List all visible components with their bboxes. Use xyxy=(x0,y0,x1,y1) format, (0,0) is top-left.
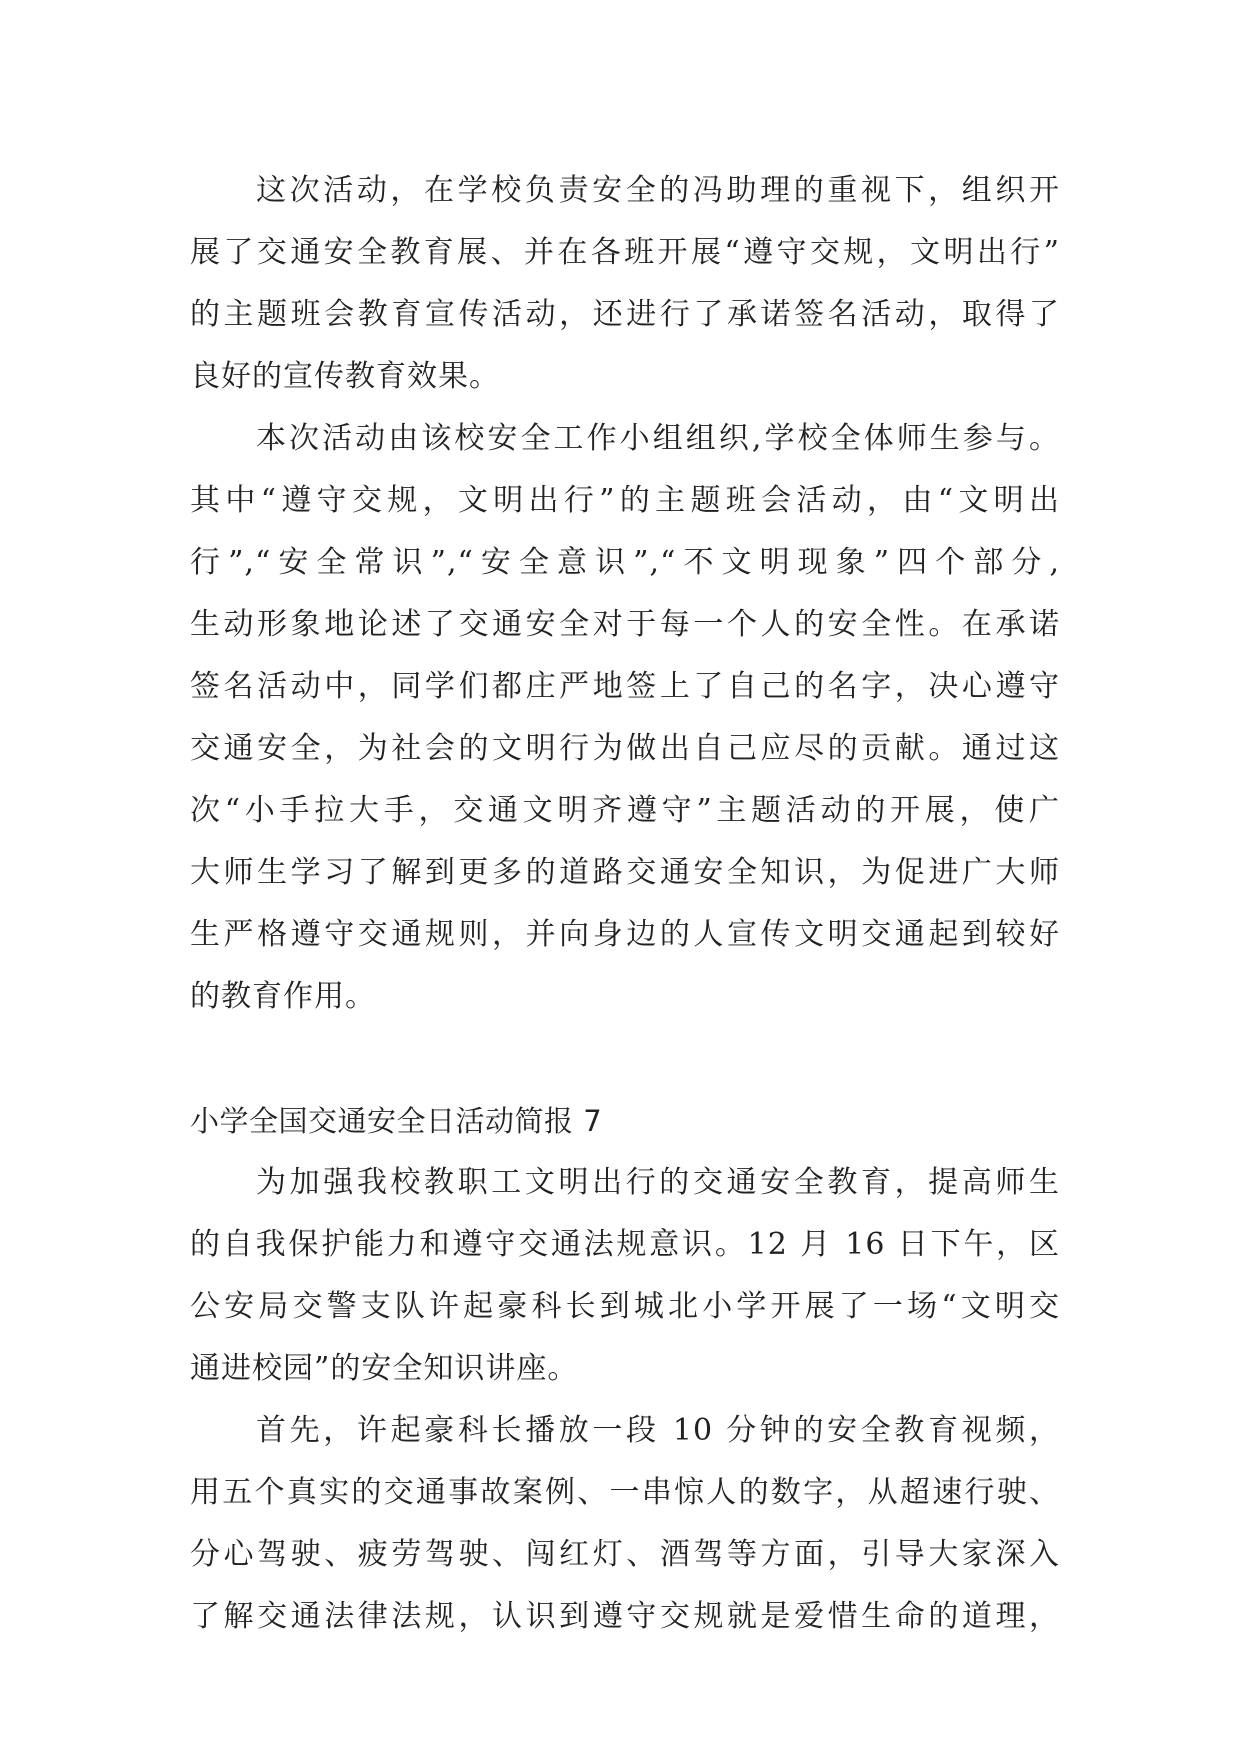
text-line: 交通安全，为社会的文明行为做出自己应尽的贡献。通过这 xyxy=(190,731,1060,766)
text-line: 分心驾驶、疲劳驾驶、闯红灯、酒驾等方面，引导大家深入 xyxy=(190,1537,1060,1572)
text-line: 的教育作用。 xyxy=(190,979,376,1014)
text-line: 本次活动由该校安全工作小组组织,学校全体师生参与。 xyxy=(256,421,1060,456)
text-line: 为加强我校教职工文明出行的交通安全教育，提高师生 xyxy=(256,1165,1060,1200)
text-line: 了解交通法律法规，认识到遵守交规就是爱惜生命的道理， xyxy=(190,1599,1060,1634)
paragraph-activity-summary xyxy=(190,160,1060,408)
paragraph-lecture-content xyxy=(190,1400,1060,1648)
text-line: 用五个真实的交通事故案例、一串惊人的数字，从超速行驶、 xyxy=(190,1475,1060,1510)
paragraph-lecture-intro xyxy=(190,1152,1060,1400)
text-line: 行”,“安全常识”,“安全意识”,“不文明现象”四个部分, xyxy=(190,545,1060,580)
text-line: 大师生学习了解到更多的道路交通安全知识，为促进广大师 xyxy=(190,855,1060,890)
text-line: 次“小手拉大手，交通文明齐遵守”主题活动的开展，使广 xyxy=(190,793,1060,828)
text-line: 展了交通安全教育展、并在各班开展“遵守交规，文明出行” xyxy=(190,235,1060,270)
text-line: 良好的宣传教育效果。 xyxy=(190,359,500,394)
text-line: 公安局交警支队许起豪科长到城北小学开展了一场“文明交 xyxy=(190,1289,1060,1324)
section-heading: 小学全国交通安全日活动简报 7 xyxy=(190,1104,603,1138)
text-line: 生严格遵守交通规则，并向身边的人宣传文明交通起到较好 xyxy=(190,917,1060,952)
text-line: 这次活动，在学校负责安全的冯助理的重视下，组织开 xyxy=(256,173,1060,208)
text-line: 首先，许起豪科长播放一段 10 分钟的安全教育视频， xyxy=(256,1413,1060,1448)
document-body xyxy=(190,160,1060,1648)
text-line: 其中“遵守交规，文明出行”的主题班会活动，由“文明出 xyxy=(190,483,1060,518)
text-line: 的自我保护能力和遵守交通法规意识。12 月 16 日下午，区 xyxy=(190,1227,1060,1262)
text-line: 的主题班会教育宣传活动，还进行了承诺签名活动，取得了 xyxy=(190,297,1060,332)
text-line: 通进校园”的安全知识讲座。 xyxy=(190,1351,579,1386)
text-line: 生动形象地论述了交通安全对于每一个人的安全性。在承诺 xyxy=(190,607,1060,642)
text-line: 签名活动中，同学们都庄严地签上了自己的名字，决心遵守 xyxy=(190,669,1060,704)
section-spacer xyxy=(190,1028,1060,1090)
paragraph-activity-detail xyxy=(190,408,1060,1028)
